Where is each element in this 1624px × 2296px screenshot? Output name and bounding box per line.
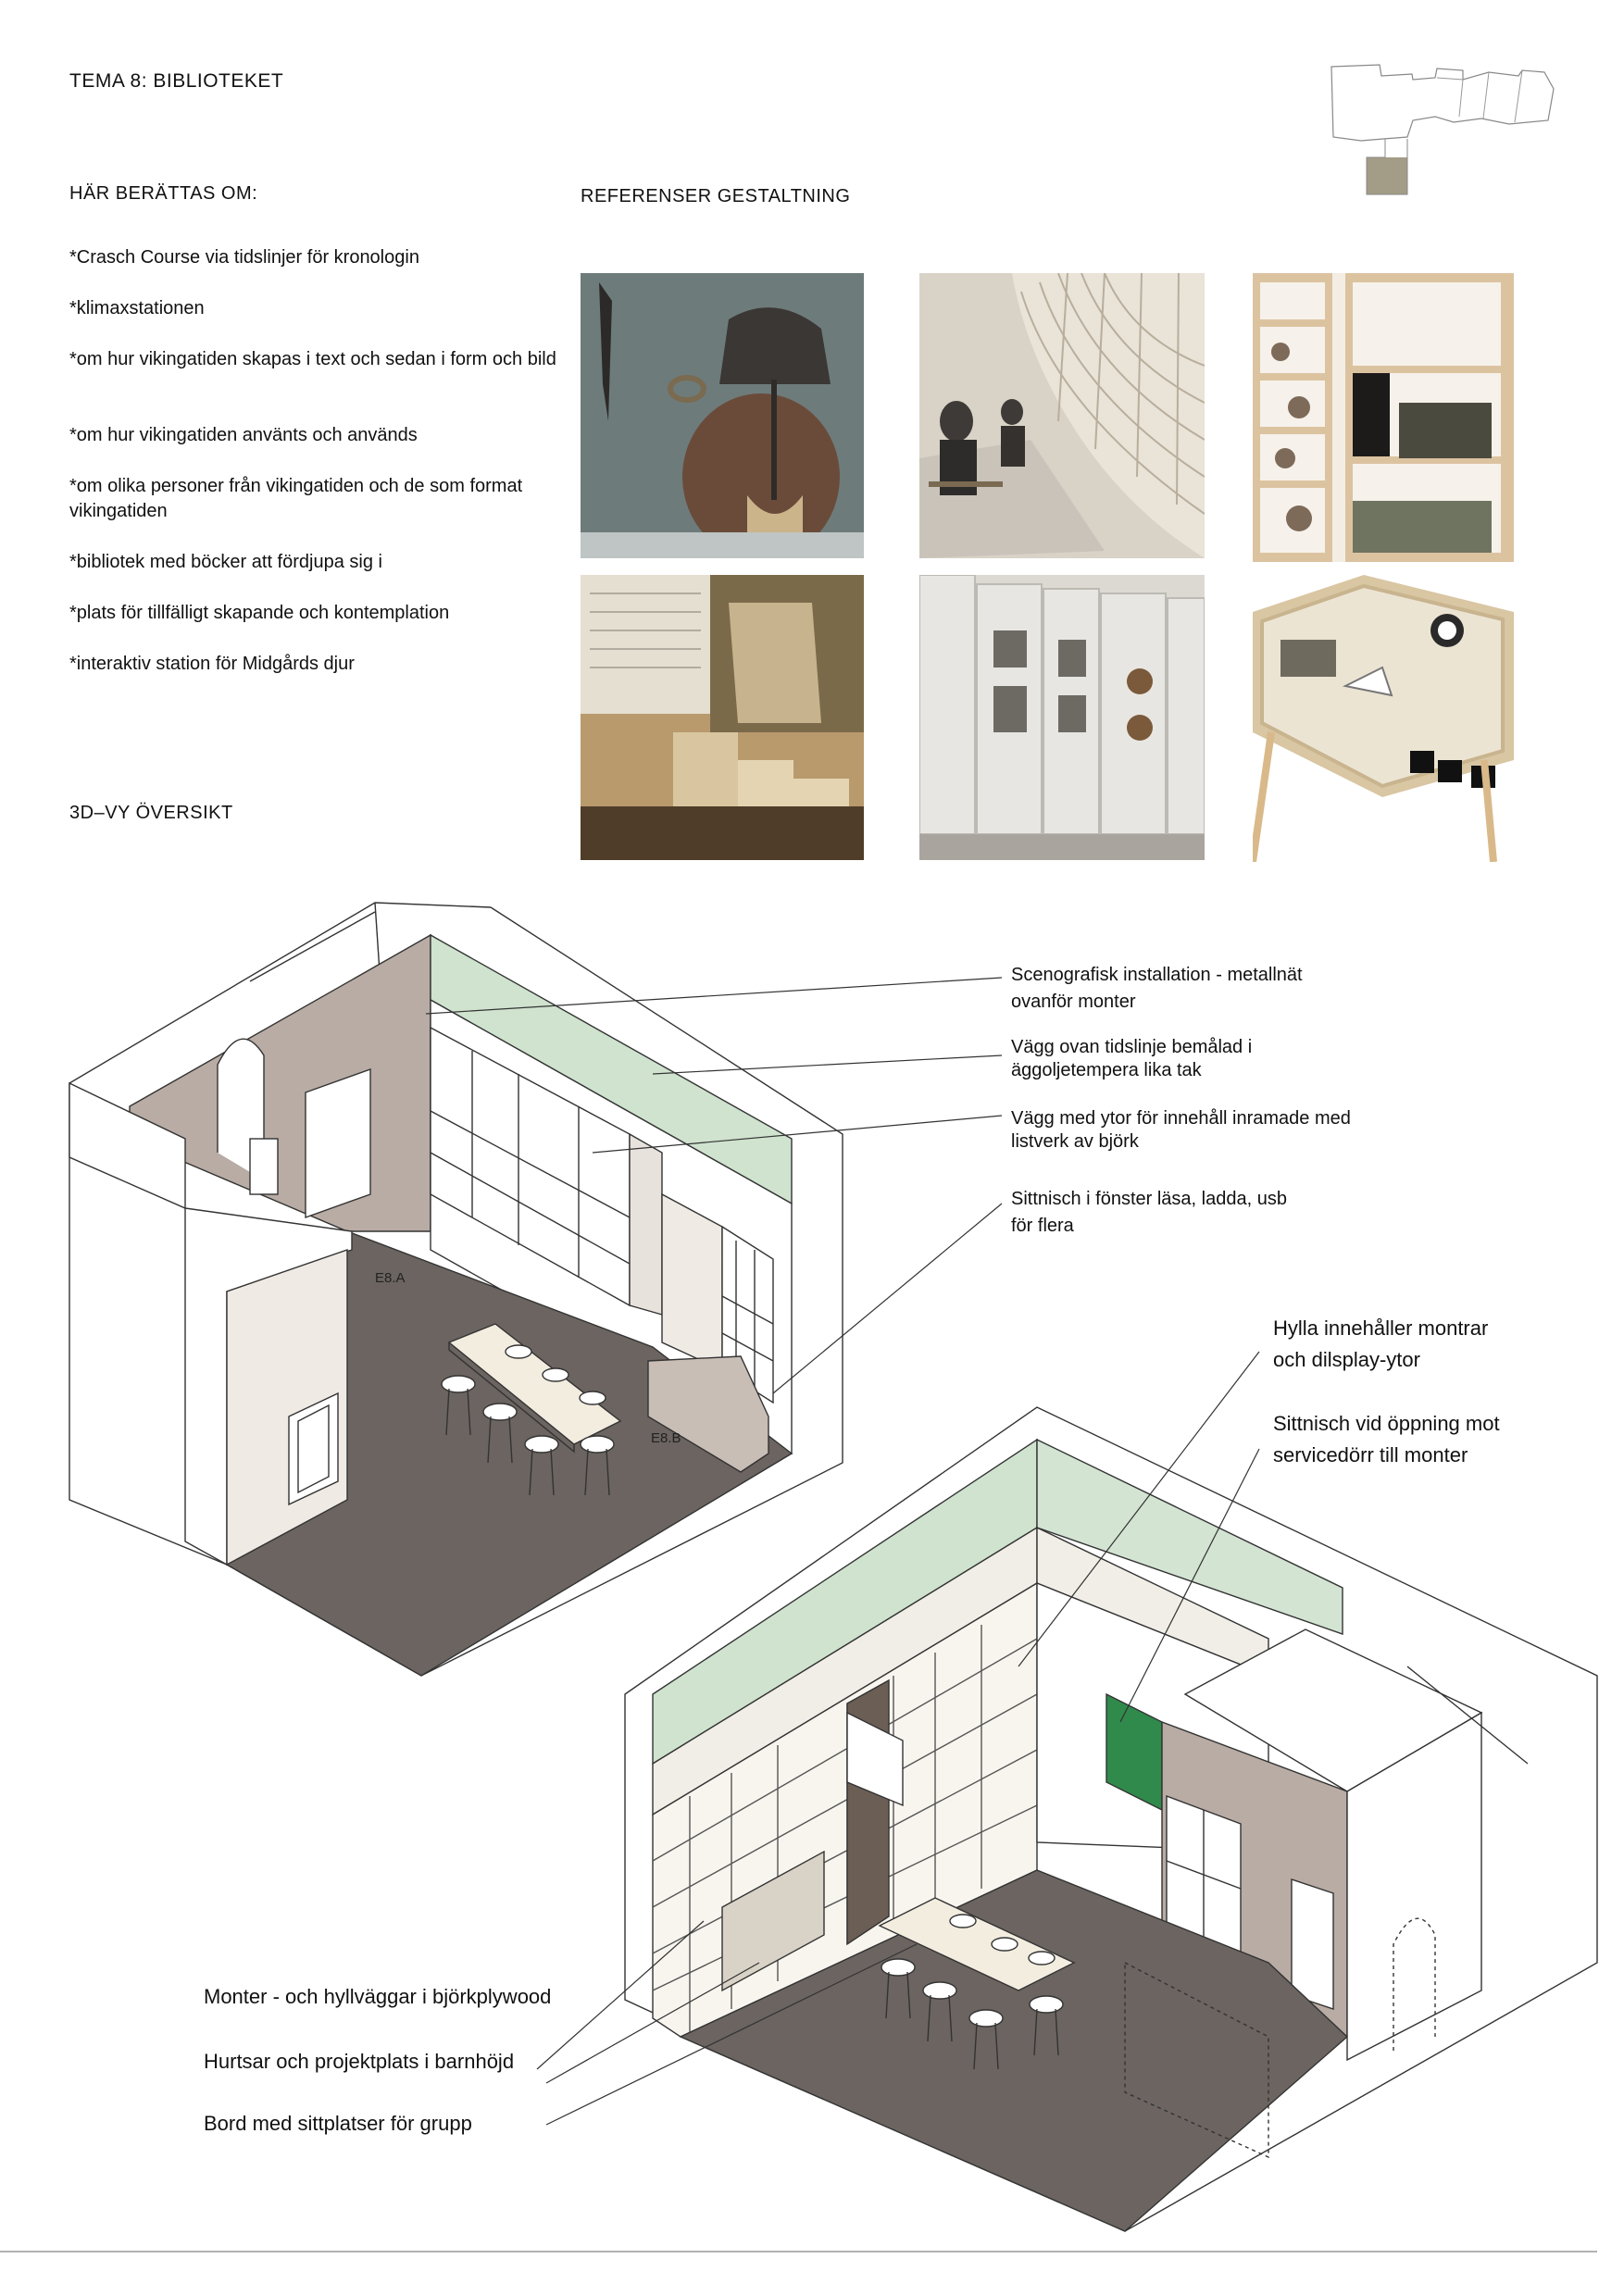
annotation-window-seat-1: Sittnisch i fönster läsa, ladda, usb (1011, 1189, 1287, 1209)
annotation-group-table: Bord med sittplatser för grupp (204, 2112, 472, 2135)
annotation-shelf-2: och dilsplay-ytor (1273, 1348, 1420, 1371)
intro-heading: HÄR BERÄTTAS OM: (69, 183, 258, 204)
annotation-scenographic-1: Scenografisk installation - metallnät (1011, 965, 1303, 985)
room-label-e8b: E8.B (651, 1430, 681, 1446)
annotation-service-seat-1: Sittnisch vid öppning mot (1273, 1412, 1500, 1435)
annotation-wall-panels-2: listverk av björk (1011, 1131, 1139, 1152)
annotation-service-seat-2: servicedörr till monter (1273, 1443, 1468, 1466)
annotation-shelf-1: Hylla innehåller montrar (1273, 1316, 1489, 1340)
bullet-item: *bibliotek med böcker att fördjupa sig i (69, 552, 382, 572)
annotation-scenographic-2: ovanför monter (1011, 992, 1136, 1012)
bullet-item: *interaktiv station för Midgårds djur (69, 654, 355, 674)
bullet-item: *om hur vikingatiden skapas i text och sedan i form och bild (69, 349, 556, 369)
bullet-item: *om olika personer från vikingatiden och de som format vikingatiden (69, 476, 523, 521)
bullet-item: *klimaxstationen (69, 298, 205, 318)
annotation-plywood: Monter - och hyllväggar i björkplywood (204, 1985, 552, 2008)
annotation-drawers: Hurtsar och projektplats i barnhöjd (204, 2050, 515, 2073)
annotation-wall-paint-1: Vägg ovan tidslinje bemålad i (1011, 1037, 1253, 1057)
room-lower (625, 1407, 1597, 2231)
bullet-item: *om hur vikingatiden använts och används (69, 425, 418, 445)
references-heading: REFERENSER GESTALTNING (581, 186, 851, 206)
annotation-wall-panels-1: Vägg med ytor för innehåll inramade med (1011, 1108, 1351, 1129)
room-upper (69, 903, 843, 1676)
overview-heading: 3D–VY ÖVERSIKT (69, 803, 233, 823)
annotation-wall-paint-2: äggoljetempera lika tak (1011, 1060, 1202, 1080)
bullet-item: *Crasch Course via tidslinjer för kronologin (69, 247, 419, 268)
annotation-window-seat-2: för flera (1011, 1216, 1074, 1236)
bullet-item: *plats för tillfälligt skapande och kontemplation (69, 603, 450, 623)
page-title: TEMA 8: BIBLIOTEKET (69, 70, 284, 92)
room-label-e8a: E8.A (375, 1270, 406, 1286)
